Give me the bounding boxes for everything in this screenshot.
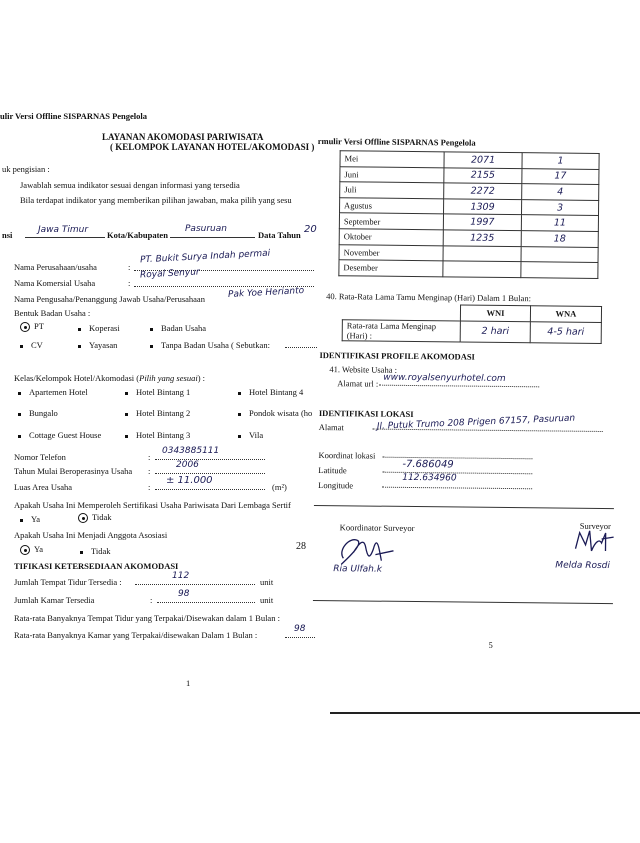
kota-value: Pasuruan [185,224,227,234]
sertifikasi-tidak[interactable]: Tidak [78,512,112,523]
provinsi-value: Jawa Timur [38,225,89,235]
tempat-tidur-label: Jumlah Tempat Tidur Tersedia : [14,577,122,587]
koordinator-name: Ria Ulfah.k [333,564,383,575]
penanggung-label: Nama Pengusaha/Penanggung Jawab Usaha/Perusahaan [14,294,205,304]
alamat-url-value[interactable]: www.royalsenyurhotel.com [383,372,506,384]
radio-selected-icon [20,545,30,555]
bentuk-option-cv[interactable]: CV [20,340,43,350]
luas-value: ± 11.000 [166,475,213,486]
month-value-a: 1309 [443,199,521,215]
left-title-1: LAYANAN AKOMODASI PARIWISATA [102,132,264,142]
lama-menginap-table [342,303,602,343]
sertifikasi-label: Apakah Usaha Ini Memperoleh Sertifikasi Usaha Pariwisata Dari Lembaga Sertif [14,500,291,510]
koordinator-label: Koordinator Surveyor [339,522,415,534]
right-form-header: rmulir Versi Offline SISPARNAS Pengelola [317,135,476,148]
petunjuk-label: uk pengisian : [2,164,50,174]
right-page-number: 5 [488,639,493,650]
latitude-value: -7.686049 [402,458,454,471]
profil-heading: IDENTIFIKASI PROFILE AKOMODASI [319,350,475,362]
kamar-label: Jumlah Kamar Tersedia [14,595,95,605]
alamat-value: Jl. Putuk Trumo 208 Prigen 67157, Pasuruan [376,413,576,432]
surveyor-label: Surveyor [579,520,611,532]
telefon-label: Nomor Telefon [14,452,66,462]
month-label: Mei [340,151,444,168]
radio-selected-icon [78,513,88,523]
kelas-option-cottage[interactable]: Cottage Guest House [18,430,101,440]
latitude-label: Latitude [318,465,347,476]
left-form-header: ulir Versi Offline SISPARNAS Pengelola [0,111,148,121]
luas-unit: (m²) [272,482,287,492]
kelas-option-bungalo[interactable]: Bungalo [18,408,58,418]
bentuk-option-tanpa[interactable]: Tanpa Badan Usaha ( Sebutkan: [150,340,270,350]
left-page-number: 1 [186,678,191,688]
kelas-option-pondok[interactable]: Pondok wisata (ho [238,408,312,418]
koordinat-label: Koordinat lokasi [318,450,376,461]
month-value-b: 3 [521,199,598,215]
petunjuk-item-1: Jawablah semua indikator sesuai dengan informasi yang tersedia [20,180,240,190]
month-value-b [521,246,598,262]
bentuk-label: Bentuk Badan Usaha : [14,308,91,318]
month-label: November [339,244,443,261]
kamar-unit: unit [260,595,274,605]
wni-value: 2 hari [460,321,530,343]
alamat-label: Alamat [318,422,344,433]
month-value-a: 2071 [444,152,522,168]
tahun-label: Data Tahun [258,230,301,240]
wna-value: 4-5 hari [530,321,601,343]
month-value-b [521,262,598,278]
q40-label: 40. Rata-Rata Lama Tamu Menginap (Hari) Dalam 1 Bulan: [326,291,532,304]
rata-kamar-label: Rata-rata Banyaknya Kamar yang Terpakai/disewakan Dalam 1 Bulan : [14,630,258,640]
tahun-value: 20 [304,224,317,235]
alamat-url-label: Alamat url : [337,378,379,389]
ketersediaan-heading: TIFIKASI KETERSEDIAAN AKOMODASI [14,561,179,571]
bentuk-option-koperasi[interactable]: Koperasi [78,323,120,333]
month-value-a [443,261,521,277]
provinsi-label: nsi [2,230,13,240]
asosiasi-tidak[interactable]: Tidak [80,546,111,556]
rata-kamar-value: 98 [294,624,306,634]
rata-tempat-tidur-label: Rata-rata Banyaknya Tempat Tidur yang Terpakai/Disewakan dalam 1 Bulan : [14,613,280,623]
month-value-a: 1235 [443,230,521,246]
kota-label: Kota/Kabupaten [107,230,168,240]
tempat-tidur-value: 112 [172,571,190,581]
q41-label: 41. Website Usaha : [329,364,398,375]
wni-header: WNI [460,305,530,321]
sertifikasi-ya[interactable]: Ya [20,514,40,524]
month-value-a: 2272 [444,183,522,199]
month-row [339,260,598,278]
month-label: Juni [340,166,444,183]
luas-label: Luas Area Usaha [14,482,73,492]
month-value-a [443,245,521,261]
surveyor-signature [571,525,615,559]
month-value-b: 17 [522,168,599,184]
lokasi-heading: IDENTIFIKASI LOKASI [318,408,414,420]
kelas-label: Kelas/Kelompok Hotel/Akomodasi (Pilih yang sesuai) : [14,373,206,383]
asosiasi-ya[interactable]: Ya [20,544,43,555]
right-page [312,118,640,721]
tahun-mulai-value: 2006 [176,460,199,470]
rata-lama-label: Rata-rata Lama Menginap (Hari) : [342,319,460,341]
margin-note: 28 [296,541,306,552]
nama-komersial-label: Nama Komersial Usaha [14,278,96,288]
kelas-option-bintang4[interactable]: Hotel Bintang 4 [238,387,303,397]
telefon-value: 0343885111 [162,446,220,456]
radio-selected-icon [20,322,30,332]
petunjuk-item-2: Bila terdapat indikator yang memberikan pilihan jawaban, maka pilih yang sesu [20,195,292,205]
asosiasi-label: Apakah Usaha Ini Menjadi Anggota Asosiasi [14,530,168,540]
kelas-option-apartemen[interactable]: Apartemen Hotel [18,387,88,397]
month-label: September [339,213,443,230]
month-value-b: 11 [521,215,598,231]
bentuk-option-yayasan[interactable]: Yayasan [78,340,117,350]
month-label: Desember [339,260,443,277]
month-label: Oktober [339,229,443,246]
nama-komersial-value: Royal Senyur [139,267,200,281]
wna-header: WNA [530,306,601,322]
left-title-2: ( KELOMPOK LAYANAN HOTEL/AKOMODASI ) [110,142,315,152]
monthly-table [338,150,599,278]
nama-perusahaan-value: PT. Bukit Surya Indah permai [139,248,271,266]
tahun-mulai-label: Tahun Mulai Beroperasinya Usaha [14,466,133,476]
month-label: Agustus [340,198,444,215]
kelas-option-bintang2[interactable]: Hotel Bintang 2 [125,408,190,418]
month-value-a: 1997 [443,214,521,230]
month-value-b: 18 [521,231,598,247]
bentuk-option-pt[interactable]: PT [20,321,44,332]
bentuk-option-badan-usaha[interactable]: Badan Usaha [150,323,206,333]
kelas-option-bintang3[interactable]: Hotel Bintang 3 [125,430,190,440]
surveyor-name: Melda Rosdi [555,560,610,572]
penanggung-value: Pak Yoe Herianto [227,286,305,300]
month-value-b: 1 [522,153,599,169]
nama-perusahaan-label: Nama Perusahaan/usaha [14,262,97,272]
longitude-label: Longitude [318,480,354,491]
tempat-tidur-unit: unit [260,577,274,587]
month-value-b: 4 [522,184,599,200]
longitude-value: 112.634960 [402,472,457,484]
month-value-a: 2155 [444,167,522,183]
kelas-option-bintang1[interactable]: Hotel Bintang 1 [125,387,190,397]
kamar-value: 98 [178,589,190,599]
kelas-option-vila[interactable]: Vila [238,430,263,440]
month-label: Juli [340,182,444,199]
